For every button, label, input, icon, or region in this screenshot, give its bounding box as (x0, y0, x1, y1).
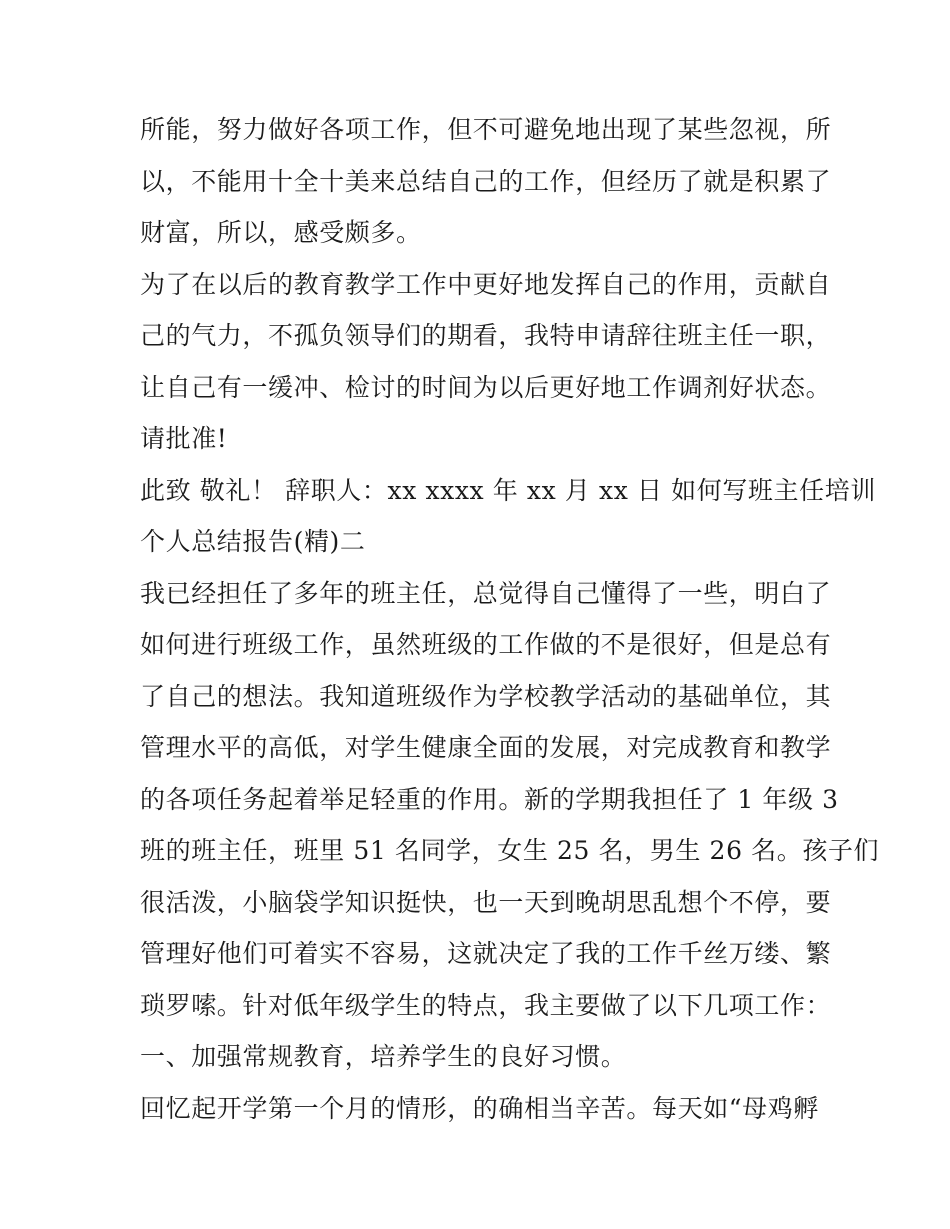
document-body (140, 104, 880, 1134)
text-line: 所能，努力做好各项工作，但不可避免地出现了某些忽视，所 (140, 115, 832, 144)
text-line: 班的班主任，班里 51 名同学，女生 25 名，男生 26 名。孩子们 (140, 836, 880, 865)
text-line: 管理好他们可着实不容易，这就决定了我的工作千丝万缕、繁 (140, 939, 832, 968)
text-line: 了自己的想法。我知道班级作为学校教学活动的基础单位，其 (140, 681, 832, 711)
text-line: 让自己有一缓冲、检讨的时间为以后更好地工作调剂好状态。 (140, 372, 832, 402)
text-line: 己的气力，不孤负领导们的期看，我特申请辞往班主任一职， (140, 321, 832, 350)
text-line: 以，不能用十全十美来总结自己的工作，但经历了就是积累了 (140, 166, 832, 196)
text-line: 财富，所以，感受颇多。 (140, 218, 422, 247)
text-line: 一、加强常规教育，培养学生的良好习惯。 (140, 1042, 627, 1071)
text-line: 琐罗嗦。针对低年级学生的特点，我主要做了以下几项工作： (140, 990, 832, 1020)
text-line: 如何进行班级工作，虽然班级的工作做的不是很好，但是总有 (140, 630, 832, 659)
text-line: 为了在以后的教育教学工作中更好地发挥自己的作用，贡献自 (140, 269, 832, 299)
text-line: 个人总结报告(精)二 (140, 527, 366, 556)
text-line: 的各项任务起着举足轻重的作用。新的学期我担任了 1 年级 3 (140, 784, 839, 814)
text-line: 管理水平的高低，对学生健康全面的发展，对完成教育和教学 (140, 733, 832, 762)
text-line: 回忆起开学第一个月的情形，的确相当辛苦。每天如“母鸡孵 (140, 1093, 819, 1123)
text-line: 此致 敬礼！ 辞职人：xx xxxx 年 xx 月 xx 日 如何写班主任培训 (140, 475, 876, 505)
text-line: 我已经担任了多年的班主任，总觉得自己懂得了一些，明白了 (140, 578, 832, 608)
text-line: 请批准! (140, 424, 228, 453)
text-line: 很活泼，小脑袋学知识挺快，也一天到晚胡思乱想个不停，要 (140, 887, 832, 917)
